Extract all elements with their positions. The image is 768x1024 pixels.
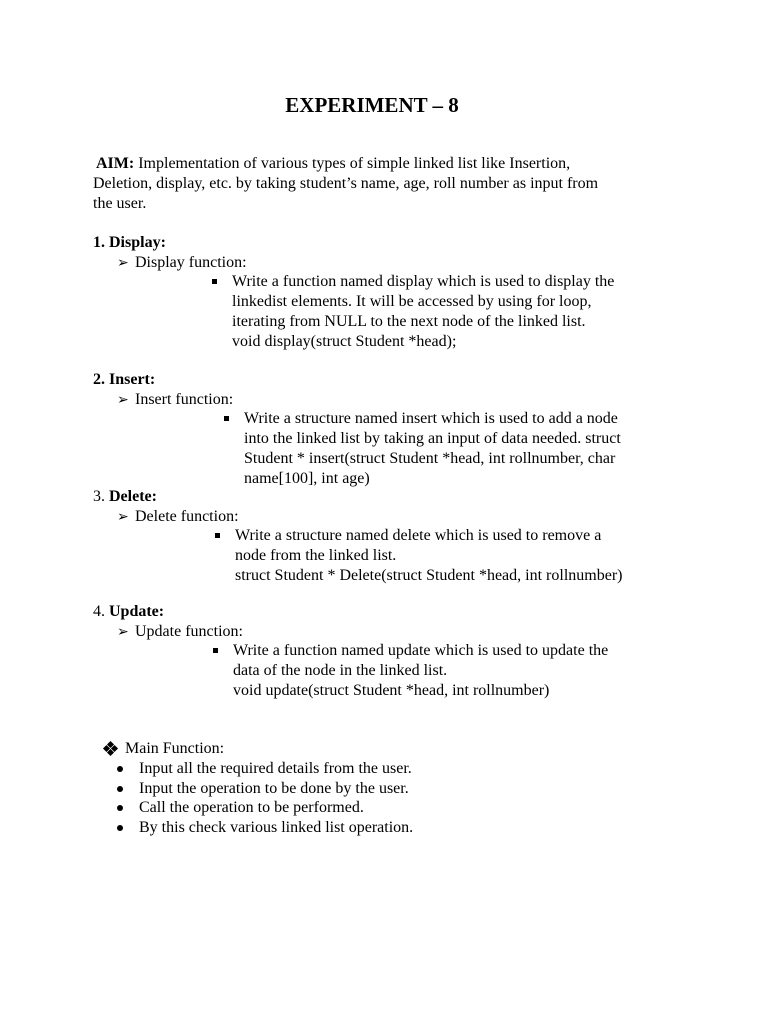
round-bullet-icon bbox=[117, 786, 123, 792]
main-list-item: Input the operation to be done by the user. bbox=[139, 780, 409, 797]
sub-label: Delete function: bbox=[135, 508, 239, 525]
round-bullet-icon bbox=[117, 805, 123, 811]
diamond-bullet-icon bbox=[104, 742, 118, 756]
section-number: 3. bbox=[93, 488, 105, 505]
detail-line: name[100], int age) bbox=[244, 470, 370, 487]
aim-line-2: Deletion, display, etc. by taking student’s name, age, roll number as input from bbox=[93, 175, 599, 192]
main-list-item: Input all the required details from the user. bbox=[139, 760, 412, 777]
section-heading-update bbox=[93, 602, 164, 622]
section-number: 2. bbox=[93, 371, 105, 388]
square-bullet-icon bbox=[224, 416, 229, 421]
detail-line: Write a structure named insert which is used to add a node bbox=[244, 410, 618, 427]
arrow-bullet-icon: ➢ bbox=[117, 625, 129, 640]
arrow-bullet-icon: ➢ bbox=[117, 393, 129, 408]
arrow-bullet-icon: ➢ bbox=[117, 510, 129, 525]
section-number: 4. bbox=[93, 603, 105, 620]
detail-line: void display(struct Student *head); bbox=[232, 333, 457, 350]
detail-line: Write a function named update which is used to update the bbox=[233, 642, 609, 659]
sub-label: Display function: bbox=[135, 254, 247, 271]
aim-label: AIM: bbox=[96, 155, 135, 172]
section-number: 1. bbox=[93, 234, 105, 251]
section-heading-display bbox=[93, 233, 166, 253]
detail-line: void update(struct Student *head, int rollnumber) bbox=[233, 682, 550, 699]
round-bullet-icon bbox=[117, 766, 123, 772]
sub-label: Update function: bbox=[135, 623, 243, 640]
main-function-heading: Main Function: bbox=[125, 740, 225, 757]
detail-line: Write a structure named delete which is used to remove a bbox=[235, 527, 602, 544]
section-title: Delete: bbox=[109, 488, 157, 505]
square-bullet-icon bbox=[213, 648, 218, 653]
aim-paragraph bbox=[96, 154, 570, 174]
square-bullet-icon bbox=[215, 533, 220, 538]
section-title: Display: bbox=[109, 234, 166, 251]
detail-line: Write a function named display which is used to display the bbox=[232, 273, 615, 290]
round-bullet-icon bbox=[117, 825, 123, 831]
detail-line: node from the linked list. bbox=[235, 547, 397, 564]
detail-line: struct Student * Delete(struct Student *head, int rollnumber) bbox=[235, 567, 623, 584]
section-heading-delete bbox=[93, 487, 157, 507]
arrow-bullet-icon: ➢ bbox=[117, 256, 129, 271]
section-heading-insert bbox=[93, 370, 155, 390]
aim-line-3: the user. bbox=[93, 195, 147, 212]
detail-line: linkedist elements. It will be accessed by using for loop, bbox=[232, 293, 592, 310]
detail-line: into the linked list by taking an input of data needed. struct bbox=[244, 430, 621, 447]
sub-item-delete-function bbox=[117, 507, 239, 528]
sub-label: Insert function: bbox=[135, 391, 234, 408]
section-title: Update: bbox=[109, 603, 165, 620]
aim-line-1: Implementation of various types of simple linked list like Insertion, bbox=[134, 155, 571, 172]
section-title: Insert: bbox=[109, 371, 156, 388]
square-bullet-icon bbox=[212, 279, 217, 284]
sub-item-display-function bbox=[117, 253, 247, 274]
detail-line: data of the node in the linked list. bbox=[233, 662, 448, 679]
main-list-item: By this check various linked list operation. bbox=[139, 819, 414, 836]
page-title: EXPERIMENT – 8 bbox=[285, 93, 459, 117]
detail-line: Student * insert(struct Student *head, int rollnumber, char bbox=[244, 450, 616, 467]
sub-item-update-function bbox=[117, 622, 243, 643]
detail-line: iterating from NULL to the next node of the linked list. bbox=[232, 313, 586, 330]
sub-item-insert-function bbox=[117, 390, 233, 411]
main-list-item: Call the operation to be performed. bbox=[139, 799, 364, 816]
